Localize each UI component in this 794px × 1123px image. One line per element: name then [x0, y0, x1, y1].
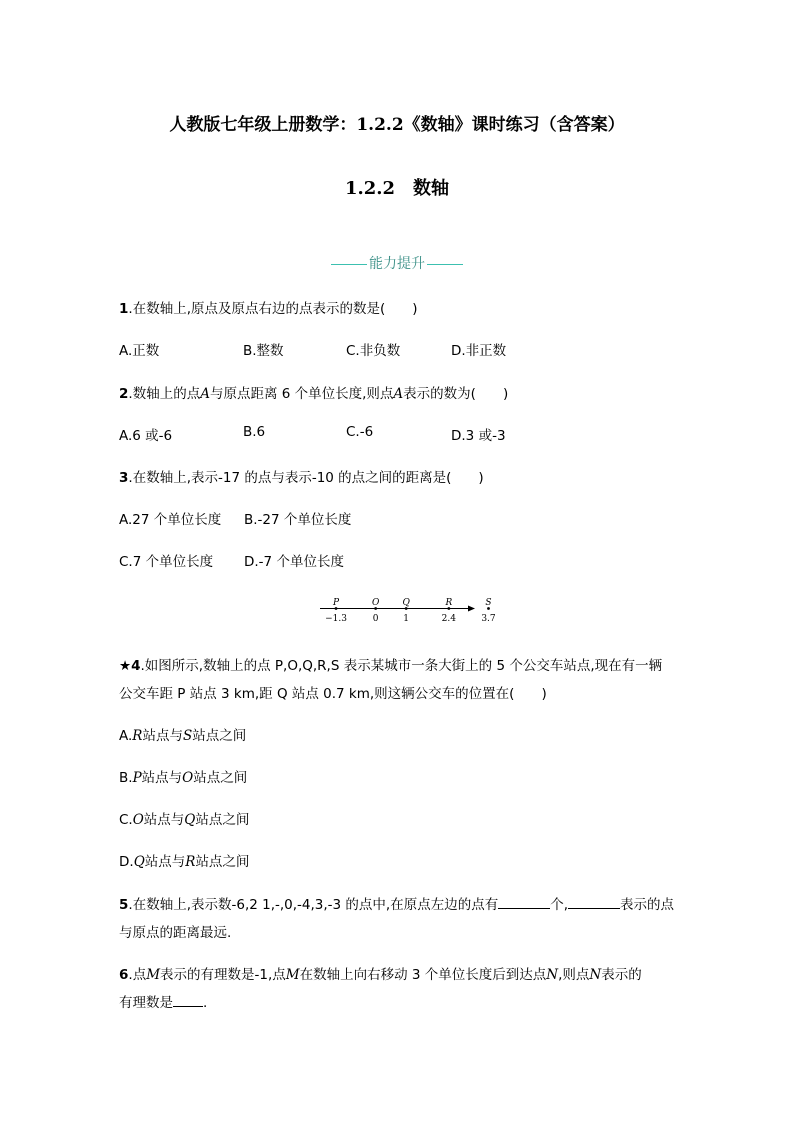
station-label: O [182, 770, 194, 786]
q3-option-d: D.-7 个单位长度 [244, 554, 344, 570]
document-title: 人教版七年级上册数学：1.2.2《数轴》课时练习（含答案） [169, 115, 625, 135]
question-1 [119, 297, 418, 317]
variable-n: N [589, 967, 602, 983]
q1-option-d: D.非正数 [451, 343, 507, 359]
number-line-figure [315, 592, 496, 626]
q3-option-a: A.27 个单位长度 [119, 512, 222, 528]
question-number: 5 [119, 897, 129, 913]
question-text: 表示的数为( ) [403, 386, 509, 402]
point-r-value: 2.4 [441, 614, 457, 624]
point-o-value: 0 [372, 614, 379, 624]
question-6 [119, 963, 642, 983]
question-number: 2 [119, 386, 129, 402]
question-number: 1 [119, 301, 129, 317]
variable-a: A [200, 386, 210, 402]
station-label: P [132, 770, 142, 786]
question-2 [119, 382, 508, 402]
section-label: 能力提升 [369, 256, 425, 272]
question-4 [119, 654, 662, 674]
question-text: 表示的点 [620, 897, 675, 913]
q2-option-a: A.6 或-6 [119, 428, 173, 444]
station-label: R [185, 854, 196, 870]
answer-blank[interactable] [498, 896, 550, 909]
option-text: 站点与 [144, 854, 186, 870]
q2-option-b: B.6 [243, 424, 266, 440]
section-header [0, 253, 794, 273]
q3-option-b: B.-27 个单位长度 [244, 512, 352, 528]
q3-option-c: C.7 个单位长度 [119, 554, 214, 570]
question-text: 有理数是 [119, 995, 173, 1011]
question-text: .在数轴上,表示数-6,2 1,-,0,-4,3,-3 的点中,在原点左边的点有 [128, 897, 499, 913]
variable-m: M [285, 967, 300, 983]
variable-n: N [546, 967, 559, 983]
question-number: 3 [119, 470, 129, 486]
option-letter: C. [119, 812, 133, 828]
axis-arrow [468, 606, 475, 612]
q1-option-b: B.整数 [243, 343, 284, 359]
point-o-label: O [371, 598, 380, 608]
point-s-value: 3.7 [481, 614, 496, 624]
station-label: R [132, 728, 143, 744]
option-text: 站点之间 [193, 770, 248, 786]
q1-option-a: A.正数 [119, 343, 160, 359]
q4-option-c [119, 808, 249, 828]
point-q-label: Q [402, 598, 410, 608]
question-number: 4 [131, 658, 141, 674]
station-label: S [182, 728, 193, 744]
station-label: Q [133, 854, 145, 870]
option-text: 站点之间 [195, 854, 250, 870]
question-number: 6 [119, 967, 129, 983]
star-icon: ★ [119, 658, 132, 674]
question-text: .在数轴上,原点及原点右边的点表示的数是( ) [128, 301, 418, 317]
station-label: Q [184, 812, 196, 828]
option-letter: B. [119, 770, 133, 786]
point-r-label: R [445, 598, 453, 608]
section-title: 1.2.2 数轴 [344, 178, 450, 199]
variable-m: M [146, 967, 161, 983]
option-text: 站点与 [142, 728, 183, 744]
question-text: 表示的 [601, 967, 642, 983]
q2-option-c: C.-6 [346, 424, 374, 440]
option-text: 站点与 [141, 770, 183, 786]
q2-option-d: D.3 或-3 [451, 428, 506, 444]
option-letter: D. [119, 854, 134, 870]
point-s-label: S [485, 598, 492, 608]
divider-left [331, 264, 367, 265]
question-5 [119, 893, 674, 913]
question-text: 表示的有理数是-1,点 [160, 967, 286, 983]
variable-a: A [393, 386, 404, 402]
question-text: .点 [128, 967, 147, 983]
q4-option-d [119, 850, 249, 870]
q4-option-b [119, 766, 247, 786]
q1-option-c: C.非负数 [346, 343, 401, 359]
answer-blank[interactable] [568, 896, 620, 909]
question-text: 与原点距离 6 个单位长度,则点 [209, 386, 394, 402]
question-text: 在数轴上向右移动 3 个单位长度后到达点 [299, 967, 547, 983]
point-p-value: −1.3 [325, 614, 347, 624]
option-text: 站点之间 [192, 728, 247, 744]
point-p-label: P [332, 598, 340, 608]
divider-right [427, 264, 463, 265]
question-3 [119, 466, 484, 486]
question-text: ,则点 [558, 967, 590, 983]
question-4-line-2: 公交车距 P 站点 3 km,距 Q 站点 0.7 km,则这辆公交车的位置在( ) [119, 686, 547, 702]
question-text: .如图所示,数轴上的点 P,O,Q,R,S 表示某城市一条大街上的 5 个公交车站点,现在有一辆 [140, 658, 663, 674]
question-text: 个, [550, 897, 569, 913]
question-5-line-2: 与原点的距离最远. [119, 925, 232, 941]
station-label: O [132, 812, 144, 828]
question-text: .在数轴上,表示-17 的点与表示-10 的点之间的距离是( ) [128, 470, 484, 486]
option-text: 站点与 [143, 812, 185, 828]
question-text: .数轴上的点 [128, 386, 201, 402]
question-6-line-2 [119, 991, 207, 1011]
option-letter: A. [119, 728, 133, 744]
answer-blank[interactable] [173, 994, 203, 1007]
option-text: 站点之间 [195, 812, 250, 828]
number-line-points [325, 598, 496, 624]
point-q-value: 1 [403, 614, 410, 624]
q4-option-a [119, 724, 246, 744]
question-text: . [203, 995, 208, 1011]
